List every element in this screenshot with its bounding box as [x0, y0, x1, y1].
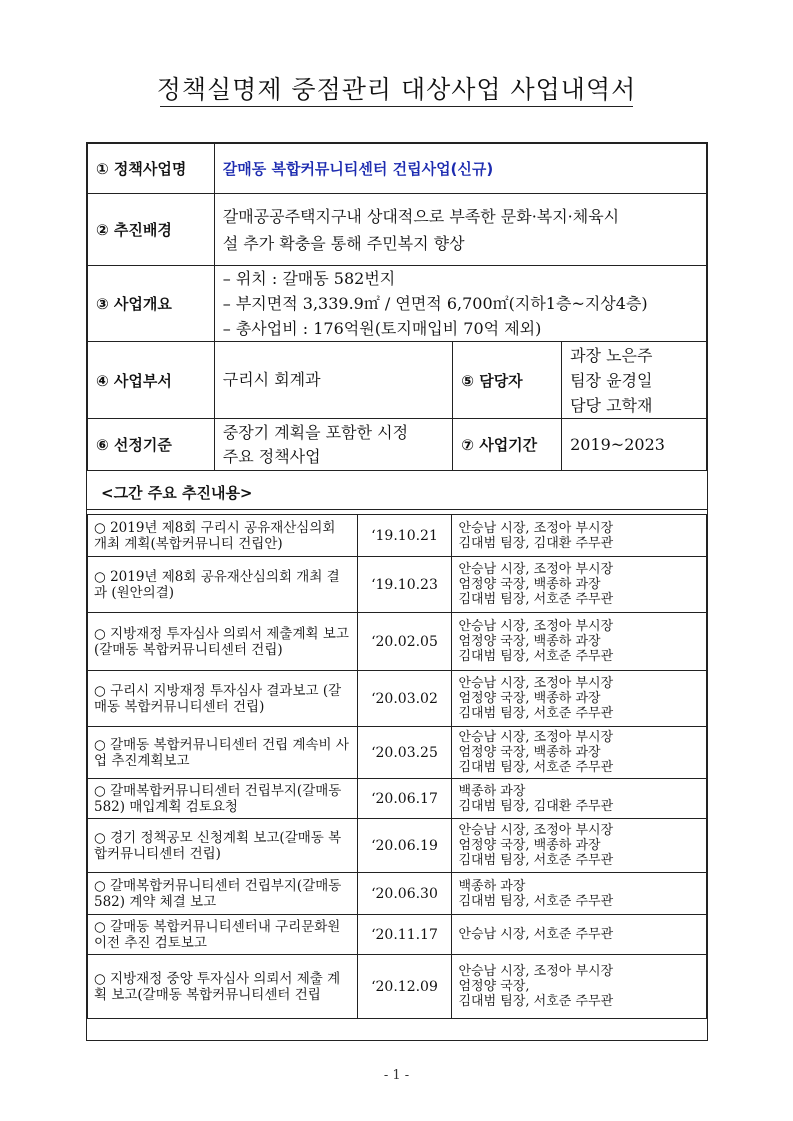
period-value: 2019~2023 [562, 419, 707, 471]
history-person-line: 엄정양 국장, 백종하 과장 [458, 838, 601, 853]
history-person-line: 엄정양 국장, 백종하 과장 [458, 691, 601, 706]
history-desc: ○ 지방재정 투자심사 의뢰서 제출계획 보고(갈매동 복합커뮤니티센터 건립) [88, 613, 358, 671]
history-desc: ○ 갈매복합커뮤니티센터 건립부지(갈매동 582) 매입계획 검토요청 [88, 779, 358, 819]
history-person-line: 김대범 팀장, 서호준 주무관 [458, 994, 614, 1009]
row-project-name [88, 144, 707, 194]
page-number: - 1 - [383, 1068, 410, 1083]
history-people [452, 515, 707, 557]
history-person-line: 안승남 시장, 조정아 부시장 [458, 730, 614, 745]
criteria-value: 중장기 계획을 포함한 시정 주요 정책사업 [214, 419, 453, 471]
row-background [88, 194, 707, 266]
history-desc: ○ 지방재정 중앙 투자심사 의뢰서 제출 계획 보고(갈매동 복합커뮤니티센터 건립 [88, 955, 358, 1019]
history-people [452, 955, 707, 1019]
history-person-line: 김대범 팀장, 서호준 주무관 [458, 649, 614, 664]
history-row [88, 613, 707, 671]
manager-value: 과장 노은주 팀장 윤경일 담당 고학재 [562, 342, 707, 419]
history-people [452, 671, 707, 727]
overview-label: ③ 사업개요 [88, 266, 215, 342]
history-desc: ○ 2019년 제8회 공유재산심의회 개최 결과 (원안의결) [88, 557, 358, 613]
row-dept [88, 342, 707, 419]
history-person-line: 김대범 팀장, 서호준 주무관 [458, 853, 614, 868]
history-desc: ○ 경기 정책공모 신청계획 보고(갈매동 복합커뮤니티센터 건립) [88, 819, 358, 873]
history-person-line: 안승남 시장, 조정아 부시장 [458, 520, 614, 536]
project-name-label: ① 정책사업명 [88, 144, 215, 194]
history-person-line: 김대범 팀장, 서호준 주무관 [458, 893, 614, 909]
history-date: ‘20.06.19 [357, 819, 452, 873]
history-row [88, 727, 707, 779]
history-people [452, 613, 707, 671]
history-date: ‘19.10.23 [357, 557, 452, 613]
history-row [88, 873, 707, 915]
history-row [88, 915, 707, 955]
history-people [452, 915, 707, 955]
overview-value: – 위치 : 갈매동 582번지 – 부지면적 3,339.9㎡ / 연면적 6,700㎡(지하1층~지상4층) – 총사업비 : 176억원(토지매입비 70억 제외) [214, 266, 706, 342]
history-person-line: 엄정양 국장, 백종하 과장 [458, 634, 601, 649]
history-row [88, 557, 707, 613]
history-person-line: 김대범 팀장, 김대환 주무관 [458, 535, 614, 551]
history-row [88, 671, 707, 727]
history-person-line: 백종하 과장 [458, 783, 526, 799]
history-person-line: 안승남 시장, 조정아 부시장 [458, 619, 614, 634]
history-person-line: 엄정양 국장, [458, 979, 530, 994]
history-people [452, 819, 707, 873]
history-person-line: 김대범 팀장, 서호준 주무관 [458, 592, 614, 607]
history-date: ‘19.10.21 [357, 515, 452, 557]
history-row [88, 515, 707, 557]
history-header: <그간 주요 추진내용> [101, 484, 253, 502]
history-person-line: 안승남 시장, 서호준 주무관 [458, 927, 614, 942]
history-desc: ○ 2019년 제8회 구리시 공유재산심의회 개최 계획(복합커뮤니티 건립안) [88, 515, 358, 557]
row-criteria [88, 419, 707, 471]
history-person-line: 엄정양 국장, 백종하 과장 [458, 745, 601, 760]
history-people [452, 873, 707, 915]
history-date: ‘20.03.02 [357, 671, 452, 727]
history-desc: ○ 갈매동 복합커뮤니티센터 건립 계속비 사업 추진계획보고 [88, 727, 358, 779]
manager-label: ⑤ 담당자 [453, 342, 562, 419]
dept-value: 구리시 회계과 [214, 342, 453, 419]
history-person-line: 김대범 팀장, 서호준 주무관 [458, 760, 614, 775]
history-person-line: 백종하 과장 [458, 878, 526, 894]
history-table [87, 514, 707, 1019]
history-person-line: 김대범 팀장, 서호준 주무관 [458, 706, 614, 721]
period-label: ⑦ 사업기간 [453, 419, 562, 471]
history-person-line: 안승남 시장, 조정아 부시장 [458, 964, 614, 979]
history-desc: ○ 구리시 지방재정 투자심사 결과보고 (갈매동 복합커뮤니티센터 건립) [88, 671, 358, 727]
dept-label: ④ 사업부서 [88, 342, 215, 419]
history-row [88, 955, 707, 1019]
history-person-line: 안승남 시장, 조정아 부시장 [458, 676, 614, 691]
title-underline [160, 106, 633, 107]
project-name-value: 갈매동 복합커뮤니티센터 건립사업(신규) [214, 144, 706, 194]
history-row [88, 819, 707, 873]
background-label: ② 추진배경 [88, 194, 215, 266]
background-value: 갈매공공주택지구내 상대적으로 부족한 문화·복지·체육시 설 추가 확충을 통해 주민복지 향상 [214, 194, 706, 266]
history-row [88, 779, 707, 819]
section-divider [87, 509, 707, 510]
summary-table [87, 143, 707, 471]
history-date: ‘20.11.17 [357, 915, 452, 955]
history-date: ‘20.03.25 [357, 727, 452, 779]
history-date: ‘20.06.17 [357, 779, 452, 819]
history-people [452, 727, 707, 779]
history-people [452, 557, 707, 613]
history-person-line: 안승남 시장, 조정아 부시장 [458, 823, 614, 838]
history-person-line: 엄정양 국장, 백종하 과장 [458, 577, 601, 592]
criteria-label: ⑥ 선정기준 [88, 419, 215, 471]
row-overview [88, 266, 707, 342]
history-people [452, 779, 707, 819]
history-date: ‘20.12.09 [357, 955, 452, 1019]
history-date: ‘20.02.05 [357, 613, 452, 671]
history-person-line: 안승남 시장, 조정아 부시장 [458, 562, 614, 577]
history-person-line: 김대범 팀장, 김대환 주무관 [458, 798, 614, 814]
history-desc: ○ 갈매복합커뮤니티센터 건립부지(갈매동 582) 계약 체결 보고 [88, 873, 358, 915]
history-date: ‘20.06.30 [357, 873, 452, 915]
history-desc: ○ 갈매동 복합커뮤니티센터내 구리문화원 이전 추진 검토보고 [88, 915, 358, 955]
page-title: 정책실명제 중점관리 대상사업 사업내역서 [156, 75, 637, 104]
